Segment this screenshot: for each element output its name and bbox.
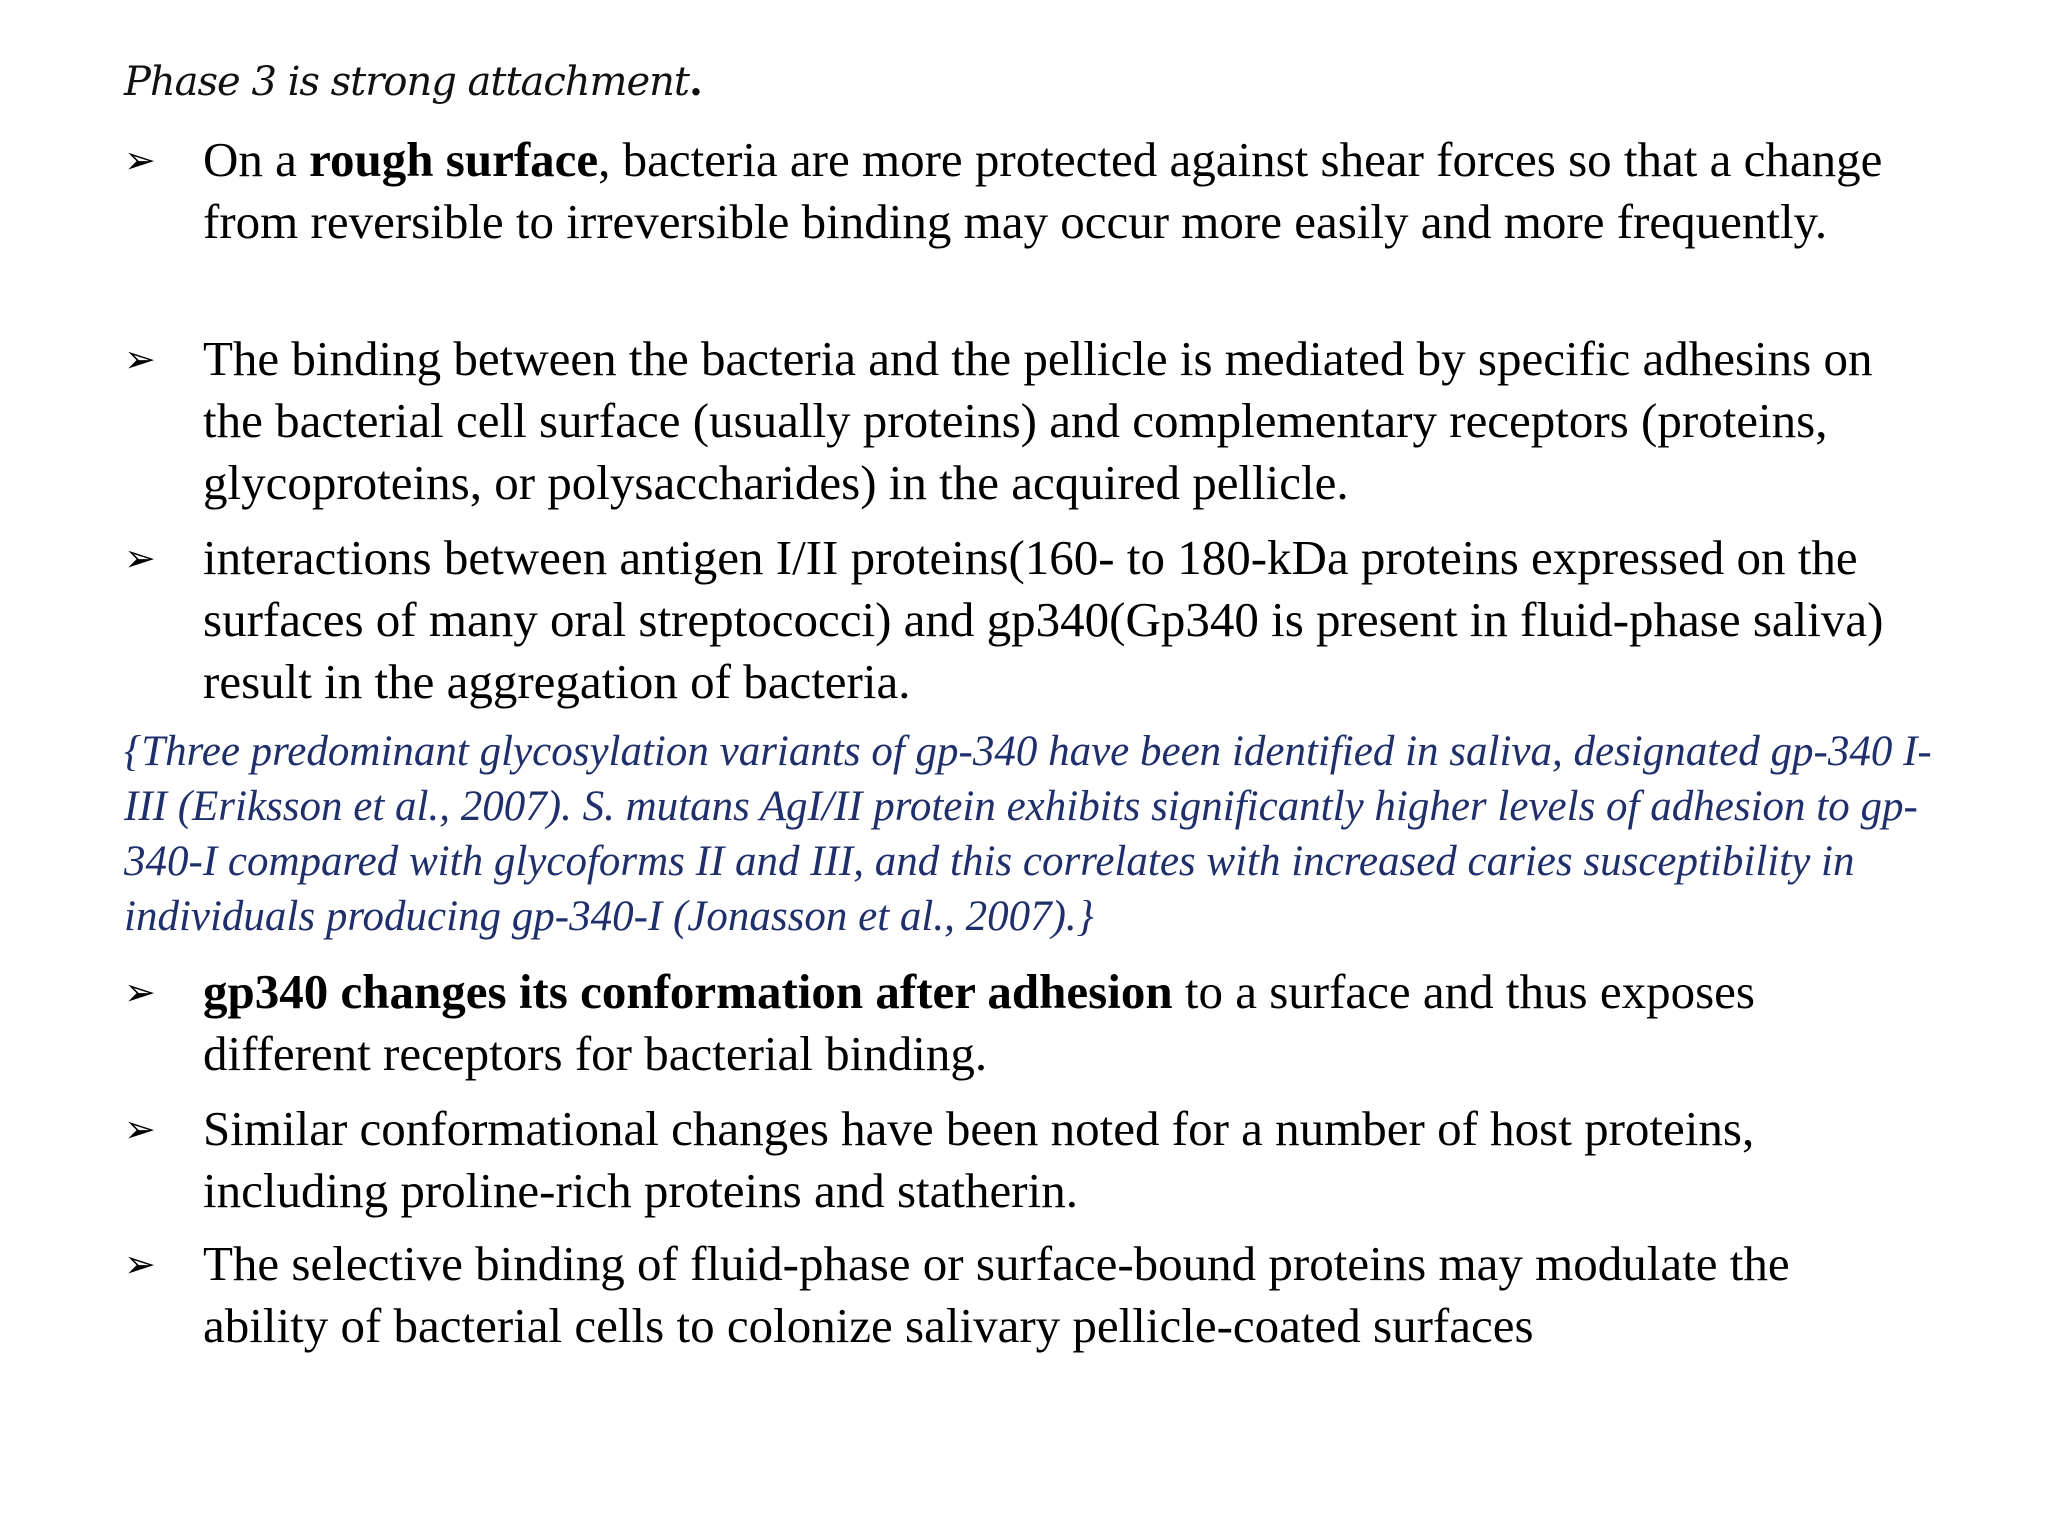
bullet-selective-binding — [124, 1233, 1924, 1357]
gp340-note: {Three predominant glycosylation variants of gp-340 have been identified in saliva, designated gp-340 I-III (Eriksson et al., 2007). S. mutans AgI/II protein exhibits significantly higher levels of adhesion to gp-340-I compared with glycoforms II and III, and this correlates with increased caries susceptibility in individuals producing gp-340-I (Jonasson et al., 2007).} — [124, 728, 1932, 940]
arrow-bullet-icon: ➢ — [124, 1242, 156, 1286]
bullet-text-part: On a — [203, 132, 310, 187]
bullet-text: Similar conformational changes have been noted for a number of host proteins, including proline-rich proteins and statherin. — [203, 1101, 1755, 1218]
heading-period: . — [688, 58, 702, 105]
bullet-text — [203, 129, 1924, 253]
bullet-similar-changes — [124, 1098, 1924, 1222]
bullet-text: The selective binding of fluid-phase or surface-bound proteins may modulate the ability of bacterial cells to colonize salivary pellicle-coated surfaces — [203, 1236, 1790, 1353]
arrow-bullet-icon: ➢ — [124, 536, 156, 580]
bullet-text-part: , bacteria are more protected against shear forces so that a change from reversible to irreversible binding may occur more easily and more frequently. — [203, 132, 1883, 249]
arrow-bullet-icon: ➢ — [124, 138, 156, 182]
bullet-text — [203, 961, 1924, 1085]
bullet-text-part: to a surface and thus exposes different receptors for bacterial binding. — [203, 964, 1755, 1081]
bullet-rough-surface — [124, 129, 1924, 253]
bullet-bold-part: rough surface — [309, 132, 599, 187]
bullet-bold-part: gp340 changes its conformation after adhesion — [203, 964, 1173, 1019]
slide-heading — [124, 58, 702, 105]
arrow-bullet-icon: ➢ — [124, 1107, 156, 1151]
bullet-text: The binding between the bacteria and the pellicle is mediated by specific adhesins on the bacterial cell surface (usually proteins) and complementary receptors (proteins, glycoproteins, or polysaccharides) in the acquired pellicle. — [203, 331, 1873, 510]
bullet-interactions — [124, 527, 1924, 713]
bullet-gp340-conformation — [124, 961, 1924, 1085]
arrow-bullet-icon: ➢ — [124, 970, 156, 1014]
heading-text: Phase 3 is strong attachment — [124, 59, 689, 105]
bullet-text: interactions between antigen I/II proteins(160- to 180-kDa proteins expressed on the surfaces of many oral streptococci) and gp340(Gp340 is present in fluid-phase saliva) result in the aggregation of bacteria. — [203, 530, 1884, 709]
arrow-bullet-icon: ➢ — [124, 337, 156, 381]
bullet-binding — [124, 328, 1924, 514]
